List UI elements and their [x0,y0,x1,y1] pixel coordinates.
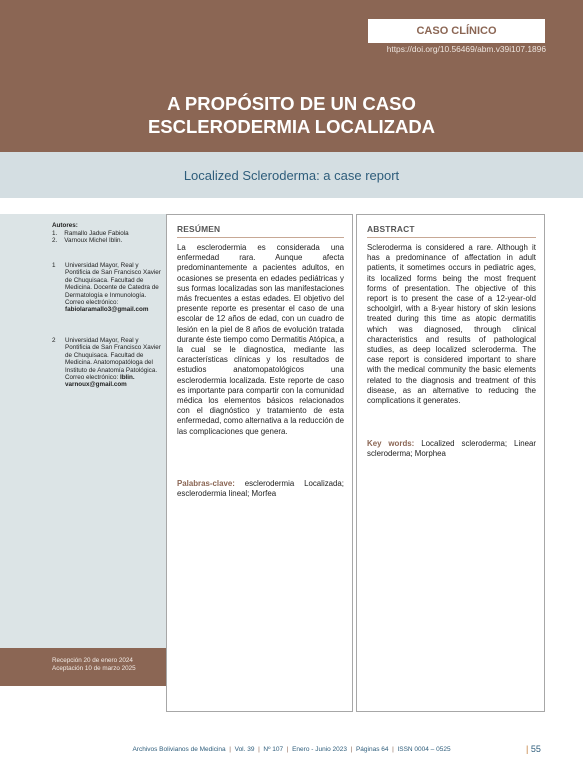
journal-volume: Vol. 39 [234,746,255,753]
resumen-keywords [177,479,344,499]
keywords-text: esclerodermia Localizada; esclerodermia lineal; Morfea [177,479,344,499]
page-footer [0,746,583,760]
accepted-date: Aceptación 10 de marzo 2025 [52,665,136,673]
subtitle-band [0,152,583,198]
affiliation-text: Universidad Mayor, Real y Pontificia de San Francisco Xavier de Chuquisaca. Facultad de Medicina. Docente de Catedra de Dermatología e Inmunología. Correo electrónico: [65,262,161,307]
journal-pages: Páginas 64 [355,746,389,753]
author-name: Ramallo Jadue Fabiola [64,230,129,237]
keywords-text: Localized scleroderma; Linear scleroderma; Morphea [367,439,536,459]
heading-divider [367,237,536,238]
author-number: 1. [52,230,58,237]
author-number: 2. [52,237,58,245]
journal-issn: ISSN 0004 – 0525 [397,746,451,753]
heading-divider [177,237,344,238]
resumen-heading: RESÚMEN [177,224,221,234]
title-line-2: ESCLERODERMIA LOCALIZADA [147,116,436,137]
abstract-heading: ABSTRACT [367,224,415,234]
affiliation-number: 2 [52,337,56,344]
affiliation-email[interactable]: fabiolaramallo3@gmail.com [65,306,149,314]
article-title [60,92,523,138]
keywords-label: Key words: [367,439,415,448]
author-item [52,237,164,244]
authors-label: Autores: [52,222,78,229]
author-name: Varnoux Michel Iblin. [64,237,123,245]
journal-citation: Archivos Bolivianos de Medicina | Vol. 39 | Nº 107 | Enero - Junio 2023 | Páginas 64 | ISSN 0004 – 0525 [132,746,451,753]
abstract-box [356,214,545,712]
article-dates [52,657,136,673]
affiliation-number: 1 [52,262,56,269]
affiliation-text: Universidad Mayor, Real y Pontificia de San Francisco Xavier de Chuquisaca. Facultad de Medicina. Anatomopatóloga del Instituto de Anatomía Patológica. Correo electrónico: [65,337,161,382]
affiliation-email[interactable]: varnoux@gmail.com [65,381,127,389]
resumen-text: La esclerodermia es considerada una enfermedad rara. Aunque afecta predominantemente a pacientes adultos, en ocasiones se presenta en edades pediátricas y sus formas localizadas son las manifestaciones más frecuentes a estas edades. El objetivo del presente reporte es presentar el caso de una escolar de 12 años de edad, con un cuadro de lesión en la piel de 8 años de evolución tratada durante éste tiempo como Dermatitis Atópica, a la cual se le diagnostica, mediante las características clínicas y los resultados de estudios anatomopatológicos una esclerodermia localizada. Este reporte de caso es importante para compartir con la comunidad médica los elementos básicos relacionados con el diagnóstico y tratamiento de esta enfermedad, como alternativa a la reducción de las complicaciones que genera. [177,243,344,436]
affiliation-email-part[interactable]: Iblin. [119,374,135,382]
abstract-text: Scleroderma is considered a rare. Although it has a predominance of affectation in adult patients, it sometimes occurs in pediatric ages, its localized forms being the most frequent forms of presentation. The objective of this report is to present the case of a 12-year-old schoolgirl, with a 8-year history of skin lesions treated during this time as atopic dermatitis which was diagnosed, through clinical characteristics and results of pathological studies, as deep localized scleroderma. The case report is considered important to share with the medical community the basic elements related to the diagnosis and treatment of this disease, as an alternative to reducing the complications it generates. [367,243,536,406]
doi-link[interactable]: https://doi.org/10.56469/abm.v39i107.1896 [386,44,546,54]
journal-issue: Nº 107 [263,746,284,753]
page-number: | 55 [526,744,541,754]
journal-period: Enero - Junio 2023 [292,746,348,753]
resumen-box [166,214,353,712]
title-line-1: A PROPÓSITO DE UN CASO [167,93,416,114]
journal-name: Archivos Bolivianos de Medicina [132,746,226,753]
article-header [0,0,583,152]
received-date: Recepción 20 de enero 2024 [52,657,133,664]
keywords-label: Palabras-clave: [177,479,235,488]
authors-list [52,230,164,245]
english-title: Localized Scleroderma: a case report [183,167,400,183]
author-item [52,230,164,237]
section-badge: CASO CLÍNICO [368,19,545,43]
abstract-keywords [367,439,536,459]
page-number-value: 55 [530,744,541,754]
